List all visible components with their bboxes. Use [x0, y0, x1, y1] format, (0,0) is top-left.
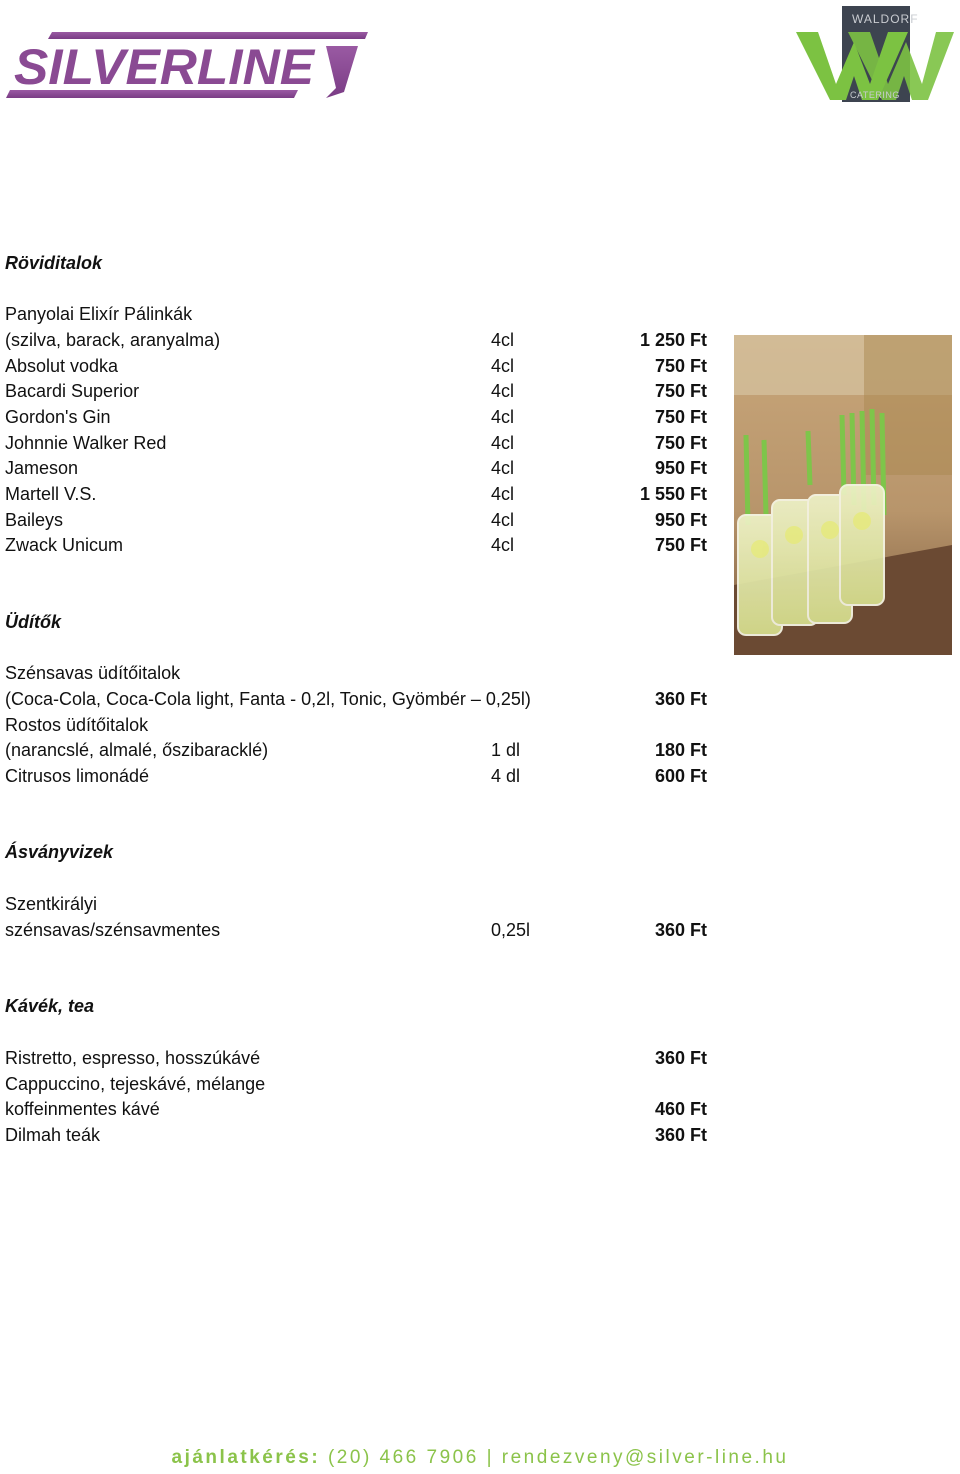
waldorf-catering-logo: [796, 2, 956, 106]
item-name: Szentkirályi: [5, 894, 98, 914]
item-name: Absolut vodka: [5, 356, 119, 376]
item-name: Gordon's Gin: [5, 407, 111, 427]
item-name: Jameson: [5, 458, 79, 478]
menu-item: [5, 455, 725, 481]
item-name: Baileys: [5, 510, 64, 530]
item-price: 360 Ft: [654, 1048, 707, 1068]
item-price: 360 Ft: [654, 1125, 707, 1145]
item-price: 1 550 Ft: [639, 484, 707, 504]
item-quantity: 4cl: [491, 484, 515, 504]
menu-item: [5, 686, 725, 712]
menu-item: [5, 327, 725, 353]
item-price: 750 Ft: [654, 356, 707, 376]
item-price: 460 Ft: [654, 1099, 707, 1119]
footer-contact: [0, 1447, 960, 1469]
menu-item: [5, 1122, 725, 1148]
menu-item: [5, 1045, 725, 1071]
menu-item: [5, 301, 725, 327]
item-quantity: 4cl: [491, 356, 515, 376]
menu-item: [5, 353, 725, 379]
item-price: 950 Ft: [654, 458, 707, 478]
item-quantity: 4cl: [491, 381, 515, 401]
menu-item: [5, 378, 725, 404]
item-name: szénsavas/szénsavmentes: [5, 920, 221, 940]
item-quantity: 4 dl: [491, 766, 521, 786]
menu-item: [5, 430, 725, 456]
section-heading-roviditalok: Röviditalok: [5, 253, 103, 273]
menu-item: [5, 737, 725, 763]
menu-item: [5, 763, 725, 789]
item-quantity: 1 dl: [491, 740, 521, 760]
menu-item: [5, 532, 725, 558]
item-quantity: 4cl: [491, 535, 515, 555]
item-name: koffeinmentes kávé: [5, 1099, 160, 1119]
catering-logo-text: CATERING: [850, 90, 900, 100]
item-name: Zwack Unicum: [5, 535, 124, 555]
item-name: Martell V.S.: [5, 484, 97, 504]
footer-label: ajánlatkérés:: [171, 1447, 321, 1468]
menu-item: [5, 481, 725, 507]
menu-item: [5, 1071, 725, 1097]
menu-item: [5, 712, 725, 738]
item-quantity: 4cl: [491, 330, 515, 350]
menu-item: [5, 507, 725, 533]
section-heading-uditok: Üdítők: [5, 612, 61, 632]
menu-item: [5, 660, 725, 686]
item-name: Citrusos limonádé: [5, 766, 150, 786]
item-name: Johnnie Walker Red: [5, 433, 167, 453]
item-price: 750 Ft: [654, 535, 707, 555]
item-quantity: 0,25l: [491, 920, 531, 940]
item-name: (szilva, barack, aranyalma): [5, 330, 221, 350]
item-price: 950 Ft: [654, 510, 707, 530]
item-price: 750 Ft: [654, 433, 707, 453]
silverline-logo: [6, 28, 370, 100]
item-name: Bacardi Superior: [5, 381, 140, 401]
section-heading-asvanyvizek: Ásványvizek: [5, 842, 114, 862]
menu-item: [5, 404, 725, 430]
item-name: Dilmah teák: [5, 1125, 101, 1145]
silverline-logo-text: SILVERLINE: [14, 39, 316, 95]
item-quantity: 4cl: [491, 458, 515, 478]
section-heading-kavek-tea: Kávék, tea: [5, 996, 95, 1016]
item-name: (Coca-Cola, Coca-Cola light, Fanta - 0,2l, Tonic, Gyömbér – 0,25l): [5, 689, 531, 709]
menu-item: [5, 917, 725, 943]
item-name: Szénsavas üdítőitalok: [5, 663, 181, 683]
item-name: Ristretto, espresso, hosszúkávé: [5, 1048, 261, 1068]
menu-item: [5, 1096, 725, 1122]
item-name: Panyolai Elixír Pálinkák: [5, 304, 193, 324]
item-name: (narancslé, almalé, őszibaracklé): [5, 740, 269, 760]
item-price: 360 Ft: [654, 920, 707, 940]
item-price: 360 Ft: [654, 689, 707, 709]
footer-contact-text: (20) 466 7906 | rendezveny@silver-line.hu: [320, 1447, 789, 1468]
item-quantity: 4cl: [491, 433, 515, 453]
item-price: 180 Ft: [654, 740, 707, 760]
item-quantity: 4cl: [491, 407, 515, 427]
item-name: Rostos üdítőitalok: [5, 715, 149, 735]
item-price: 600 Ft: [654, 766, 707, 786]
item-price: 750 Ft: [654, 407, 707, 427]
item-price: 1 250 Ft: [639, 330, 707, 350]
item-price: 750 Ft: [654, 381, 707, 401]
item-name: Cappuccino, tejeskávé, mélange: [5, 1074, 266, 1094]
lemonade-jars-photo: [734, 335, 952, 655]
menu-item: [5, 891, 725, 917]
item-quantity: 4cl: [491, 510, 515, 530]
waldorf-logo-text: WALDORF: [852, 12, 919, 26]
